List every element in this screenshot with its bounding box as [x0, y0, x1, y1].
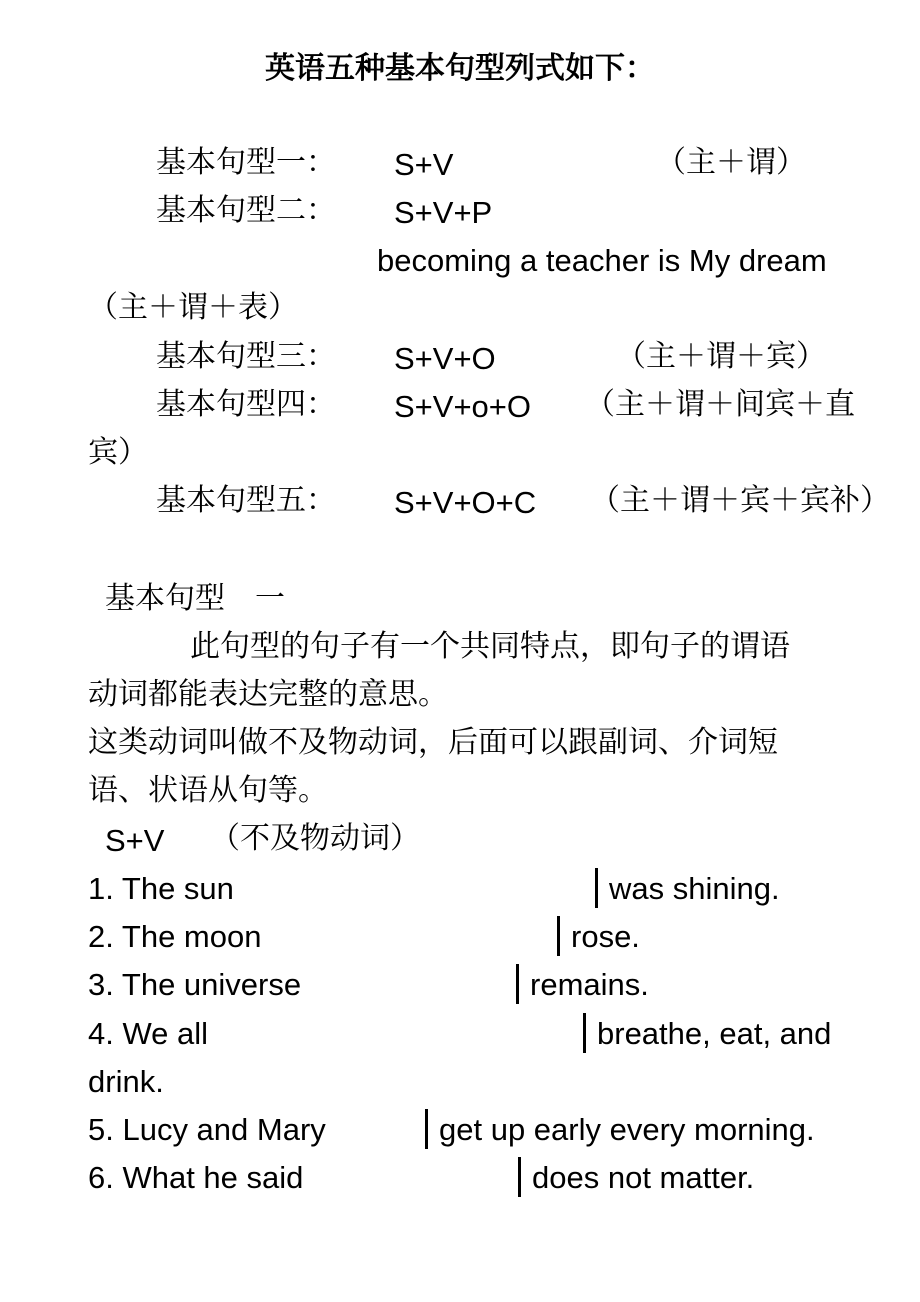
example-6-divider	[518, 1157, 521, 1197]
pattern-4-label: 基本句型四：	[156, 387, 336, 422]
pattern-5-label: 基本句型五：	[156, 483, 336, 518]
section-paragraph-1-line-1: 此句型的句子有一个共同特点，即句子的谓语	[190, 629, 790, 664]
pattern-4-formula: S+V+o+O	[394, 389, 532, 424]
pattern-1-meaning: （主＋谓）	[656, 145, 806, 180]
example-3-subject: 3. The universe	[88, 967, 302, 1002]
section-paragraph-2-line-2: 语、状语从句等。	[88, 773, 328, 808]
section-formula-note: （不及物动词）	[210, 821, 420, 856]
pattern-2-label: 基本句型二：	[156, 193, 336, 228]
example-5-predicate: get up early every morning.	[439, 1112, 815, 1147]
example-5-subject: 5. Lucy and Mary	[88, 1112, 326, 1147]
example-5-divider	[425, 1109, 428, 1149]
pattern-4-meaning-line2: 宾）	[88, 435, 148, 470]
example-6-subject: 6. What he said	[88, 1160, 304, 1195]
example-1-divider	[595, 868, 598, 908]
pattern-5-formula: S+V+O+C	[394, 485, 537, 520]
pattern-2-example: becoming a teacher is My dream	[377, 243, 827, 278]
section-heading: 基本句型 一	[105, 581, 285, 616]
section-formula: S+V	[105, 823, 165, 858]
pattern-3-meaning: （主＋谓＋宾）	[616, 339, 826, 374]
example-4-predicate: breathe, eat, and	[597, 1016, 832, 1051]
pattern-1-formula: S+V	[394, 147, 454, 182]
section-paragraph-1-line-2: 动词都能表达完整的意思。	[88, 677, 448, 712]
pattern-3-formula: S+V+O	[394, 341, 496, 376]
example-1-predicate: was shining.	[609, 871, 780, 906]
pattern-5-meaning: （主＋谓＋宾＋宾补）	[590, 483, 890, 518]
example-2-subject: 2. The moon	[88, 919, 262, 954]
pattern-1-label: 基本句型一：	[156, 145, 336, 180]
example-3-divider	[516, 964, 519, 1004]
example-4-continuation: drink.	[88, 1064, 164, 1099]
section-paragraph-2-line-1: 这类动词叫做不及物动词，后面可以跟副词、介词短	[88, 725, 778, 760]
pattern-2-formula: S+V+P	[394, 195, 493, 230]
pattern-4-meaning-line1: （主＋谓＋间宾＋直	[585, 387, 855, 422]
example-3-predicate: remains.	[530, 967, 649, 1002]
example-4-divider	[583, 1013, 586, 1053]
example-4-subject: 4. We all	[88, 1016, 209, 1051]
example-2-predicate: rose.	[571, 919, 640, 954]
pattern-2-meaning: （主＋谓＋表）	[88, 290, 298, 325]
example-1-subject: 1. The sun	[88, 871, 234, 906]
example-2-divider	[557, 916, 560, 956]
page-title: 英语五种基本句型列式如下：	[265, 51, 655, 86]
pattern-3-label: 基本句型三：	[156, 339, 336, 374]
example-6-predicate: does not matter.	[532, 1160, 755, 1195]
